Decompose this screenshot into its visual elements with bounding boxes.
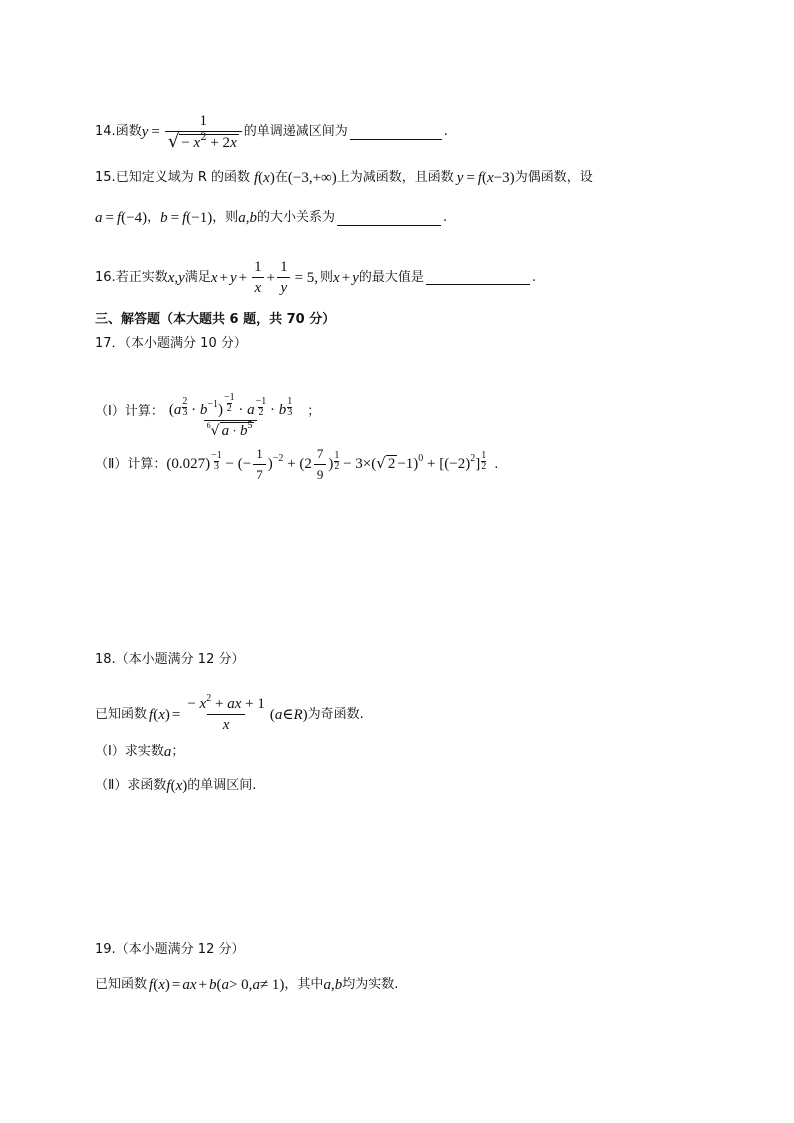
q16-text-a: 若正实数 xyxy=(115,269,168,285)
q16-end: . xyxy=(531,269,537,285)
question-16: 16. 若正实数 x , y 满足 x + y + $\frac{1}{x}$ + $\frac{1}{y}$ = 5, 则 x + y 的最大值是 . xyxy=(95,259,537,296)
q15-end: . xyxy=(442,210,448,225)
q15-relation: 的大小关系为 xyxy=(256,210,335,225)
q17-part1 xyxy=(95,383,320,440)
q18-part2: （Ⅱ）求函数 f ( x ) 的单调区间. xyxy=(95,778,257,794)
q15-answer-blank xyxy=(337,211,441,226)
q14-text-before: 函数 xyxy=(115,124,142,139)
q19-statement: 已知函数 f ( x ) = a x + b ( a > 0, a ≠ 1) ，其中 a , b 均为实数. xyxy=(95,977,399,993)
q17-part2-end: . xyxy=(494,456,499,472)
q15-text-c: 上为减函数，且函数 xyxy=(336,170,454,185)
q18-stmt-a: 已知函数 xyxy=(95,706,148,722)
q17-part2-expression: (0.027) $\frac{-1}{3}$ − (− $\frac{1}{7}$ )$^{-2}$ + (2 $\frac{7}{9}$ ) $\frac{1}{2}$ − 3×(√ $2 -1)^0 + [(-2)^2]$ $\frac{1}{2}$ xyxy=(166,446,487,482)
q15-then: ，则 xyxy=(212,210,239,225)
q14-answer-blank xyxy=(350,125,442,140)
q16-text-d: 的最大值是 xyxy=(358,269,424,285)
q17-title: 17．（本小题满分 10 分） xyxy=(95,336,247,351)
q16-text-b: 满足 xyxy=(184,269,211,285)
q18-stmt-b: 为奇函数. xyxy=(307,706,364,722)
question-15-line2: a = f (−4) ， b = f (−1) ，则 a , b 的大小关系为 . xyxy=(95,210,448,226)
q18-part1-label: （Ⅰ）求实数 xyxy=(95,744,164,759)
q18-part2-label: （Ⅱ）求函数 xyxy=(95,778,167,793)
q14-text-after: 的单调递减区间为 xyxy=(243,124,348,139)
q16-number: 16. xyxy=(95,269,116,285)
q18-part1-end: ； xyxy=(171,744,185,759)
question-14: 14. 函数 y = $\frac{1}{√ - x^2 + 2x}$ 的单调递减区间为 . xyxy=(95,113,448,152)
q16-text-c: 则 xyxy=(320,269,334,285)
q19-title: 19.（本小题满分 12 分） xyxy=(95,942,245,957)
q14-formula: y xyxy=(141,124,149,140)
q17-part1-end: ； xyxy=(307,403,321,419)
q18-statement: 已知函数 f ( x ) = $\frac{- x^2 + ax + 1}{x}$ ( a ∈ R ) 为奇函数. xyxy=(95,693,364,733)
q16-answer-blank xyxy=(426,270,530,285)
q15-number: 15. xyxy=(95,170,116,185)
q14-fraction: $\frac{1}{√ - x^2 + 2x}$ xyxy=(165,112,242,152)
q17-part2-label: （Ⅱ）计算： xyxy=(95,456,167,472)
q19-stmt-b: ，其中 xyxy=(284,977,324,992)
q19-stmt-a: 已知函数 xyxy=(95,977,148,992)
q18-fraction: $\frac{- x^2 + ax + 1}{x}$ xyxy=(187,693,265,733)
q19-stmt-c: 均为实数. xyxy=(342,977,399,992)
q15-text-a: 已知定义域为 R 的函数 xyxy=(115,170,250,185)
q15-comma: ， xyxy=(147,210,161,225)
q15-text-d: 为偶函数，设 xyxy=(514,170,593,185)
q18-part1: （Ⅰ）求实数 a ； xyxy=(95,744,185,760)
q17-part2 xyxy=(95,445,498,484)
section-heading: 三、解答题（本大题共 6 题，共 70 分） xyxy=(95,312,336,327)
q18-title: 18.（本小题满分 12 分） xyxy=(95,652,245,667)
q14-number: 14. xyxy=(95,124,116,139)
question-15-line1: 15. 已知定义域为 R 的函数 f ( x ) 在 (−3,+∞) 上为减函数，且函数 y = f ( x −3) 为偶函数，设 xyxy=(95,170,593,186)
q17-part1-expression: (a $\frac{2}{3}$ · $b^{-1}$) $\frac{-1}{2}$ · a $\frac{-1}{2}$ · b $\frac{1}{3}$ $^6$√ $a \cdot b^5$ xyxy=(168,392,293,439)
q15-text-b: 在 xyxy=(274,170,288,185)
q14-end: . xyxy=(443,124,448,139)
q18-part2-end: 的单调区间. xyxy=(187,778,257,793)
q17-part1-label: （Ⅰ）计算： xyxy=(95,403,164,419)
